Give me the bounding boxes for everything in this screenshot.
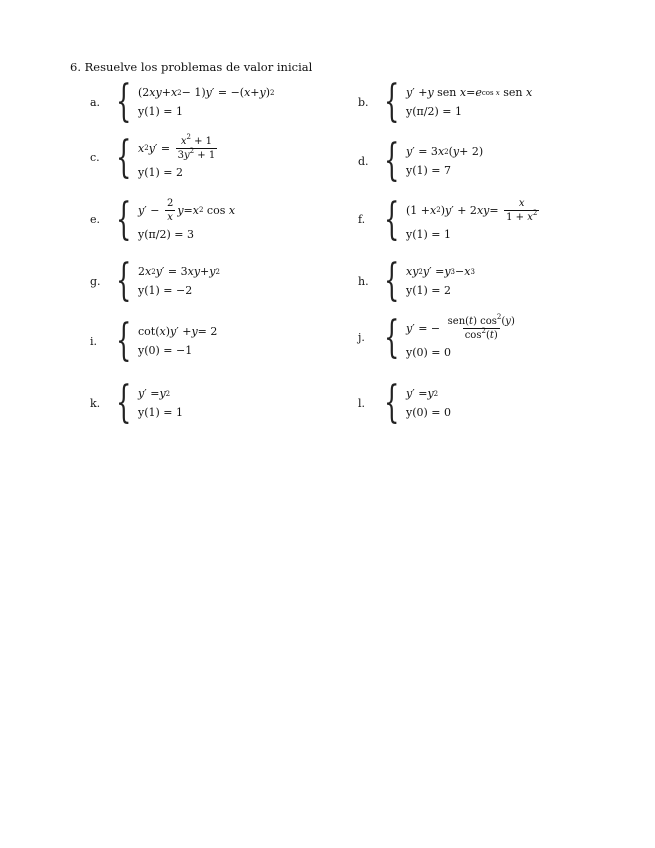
problem-label: i. — [90, 334, 98, 348]
problem-label: f. — [358, 213, 366, 226]
exercise-heading: 6. Resuelve los problemas de valor inicial — [70, 60, 313, 74]
equation: y ′ = y 2 — [406, 387, 439, 400]
equation: y ′ = 3 x 2 ( y + 2) — [406, 145, 484, 158]
problem-label: d. — [358, 154, 369, 168]
left-brace: { — [116, 131, 132, 183]
left-brace: { — [116, 193, 132, 245]
problem-a — [90, 76, 275, 127]
equation: y ′ = y 2 — [138, 387, 171, 400]
left-brace: { — [116, 255, 132, 306]
initial-condition: y(1) = 7 — [406, 164, 452, 177]
left-brace: { — [384, 255, 400, 306]
equation: y ′ = − $\frac{sen(t) \cos^2(y)}{\cos^2(t)}$ — [406, 312, 515, 341]
initial-condition: y(1) = 1 — [406, 228, 452, 241]
initial-condition: y(1) = 1 — [138, 105, 184, 118]
problem-b — [358, 76, 533, 127]
initial-condition: y(0) = 0 — [406, 346, 452, 359]
equation: 2 x 2 y ′ = 3 xy + y 2 — [138, 265, 220, 278]
left-brace: { — [384, 311, 400, 363]
problem-label: a. — [90, 95, 101, 109]
equation: y ′ + y sen x = e cos x sen x — [406, 86, 533, 99]
initial-condition: y(1) = 2 — [138, 166, 184, 179]
initial-condition: y(1) = 1 — [138, 406, 184, 419]
left-brace: { — [384, 193, 400, 245]
left-brace: { — [384, 135, 400, 186]
equation: x 2 y ′ = $\frac{x^2 + 1}{3y^2 + 1}$ — [138, 132, 216, 161]
problem-k — [90, 377, 184, 428]
left-brace: { — [384, 76, 400, 127]
problem-j — [358, 313, 519, 362]
problem-label: l. — [358, 396, 366, 410]
problem-label: h. — [358, 274, 369, 288]
equation: xy 2 y ′ = y 3 − x 3 — [406, 265, 475, 278]
problem-label: b. — [358, 95, 369, 109]
equation: (1 + x 2 ) y ′ + 2 xy = $\frac{x}{1 + x^2}$ — [406, 197, 538, 223]
equation: (2 xy + x 2 − 1) y ′ = −( x + y ) 2 — [138, 86, 275, 99]
problem-f — [358, 195, 541, 244]
problem-label: g. — [90, 274, 101, 288]
initial-condition: y(π/2) = 3 — [138, 228, 194, 241]
initial-condition: y(1) = 2 — [406, 284, 452, 297]
problem-l — [358, 377, 452, 428]
initial-condition: y(π/2) = 1 — [406, 105, 462, 118]
left-brace: { — [116, 315, 132, 366]
left-brace: { — [116, 377, 132, 428]
problem-h — [358, 255, 475, 306]
equation: y ′ − $\frac{2}{x}$ y = x 2 cos x — [138, 197, 236, 223]
problem-g — [90, 255, 220, 306]
problem-d — [358, 135, 484, 186]
problem-i — [90, 315, 218, 366]
initial-condition: y(1) = −2 — [138, 284, 193, 297]
problem-label: j. — [358, 331, 365, 344]
problem-label: e. — [90, 213, 101, 226]
problem-c — [90, 133, 219, 182]
problem-label: c. — [90, 151, 100, 164]
left-brace: { — [116, 76, 132, 127]
problem-label: k. — [90, 396, 101, 410]
equation: cot( x ) y ′ + y = 2 — [138, 325, 218, 338]
initial-condition: y(0) = 0 — [406, 406, 452, 419]
left-brace: { — [384, 377, 400, 428]
problem-e — [90, 195, 235, 244]
initial-condition: y(0) = −1 — [138, 344, 193, 357]
